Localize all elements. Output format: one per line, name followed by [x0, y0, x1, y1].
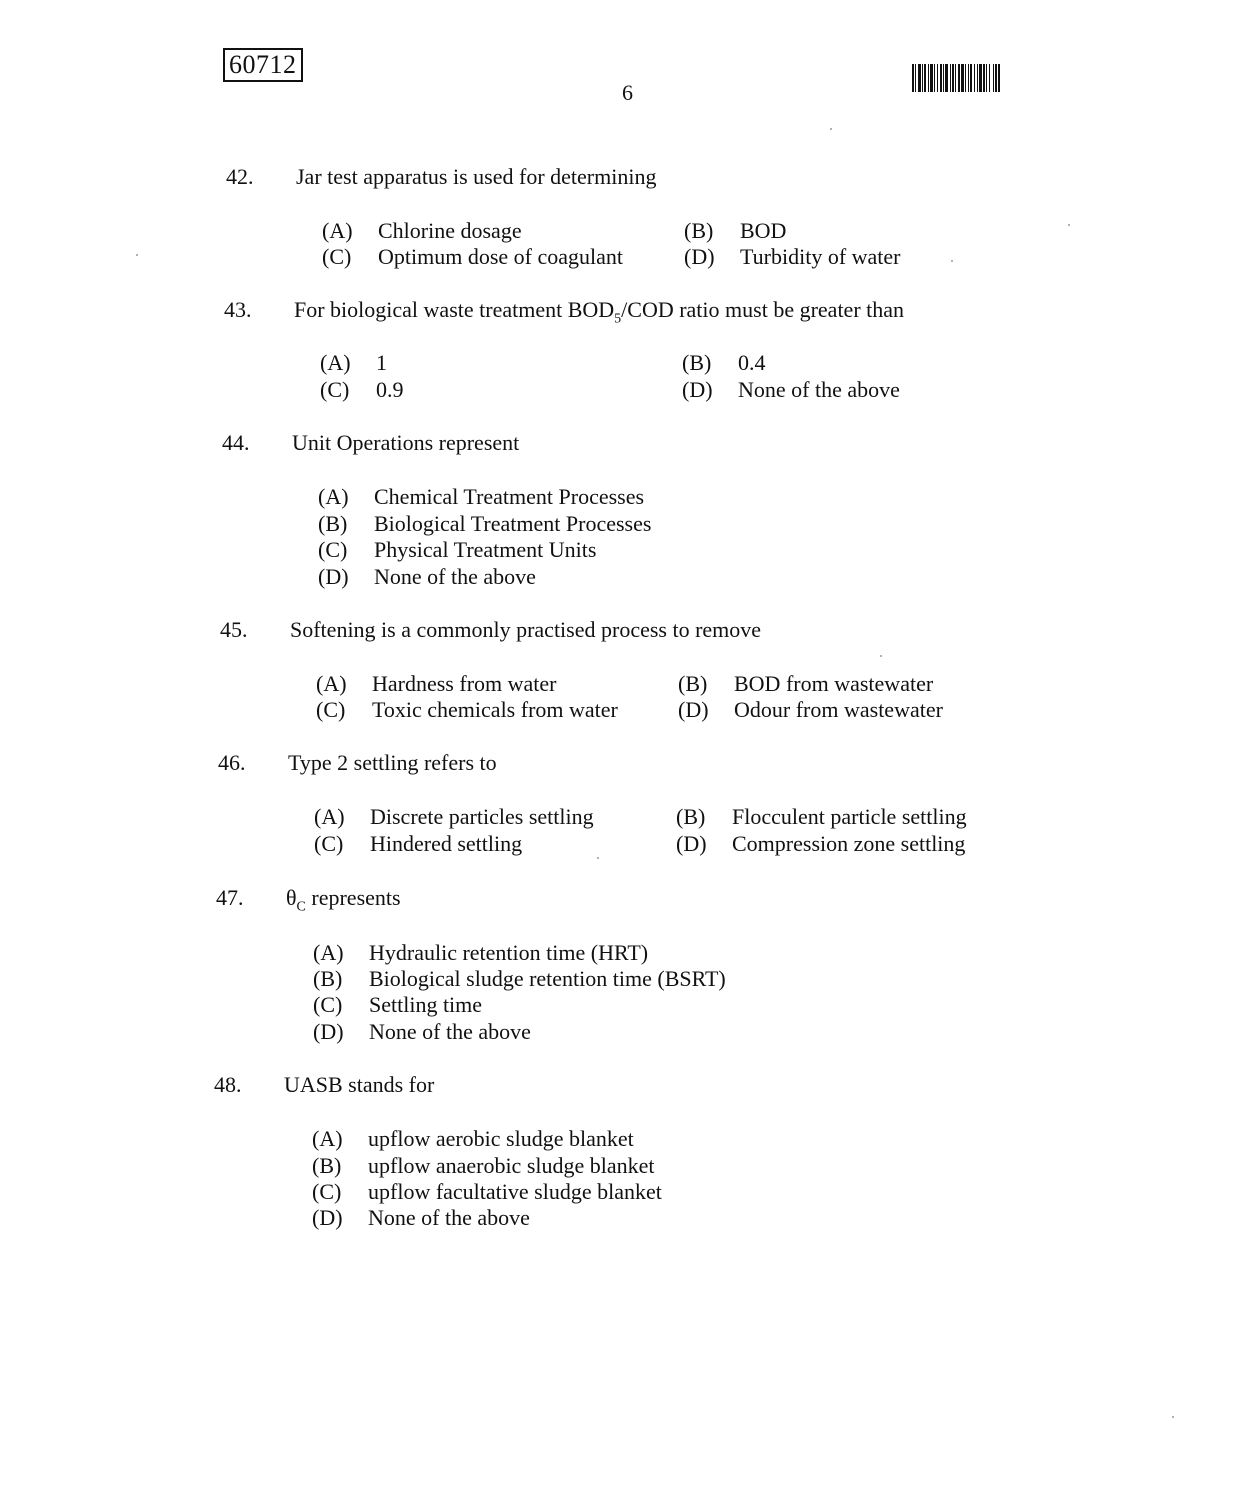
option-b	[682, 350, 766, 376]
question-number: 43.	[224, 297, 252, 322]
question-number: 42.	[226, 164, 254, 189]
option-text: None of the above	[368, 1205, 530, 1230]
option-text: Compression zone settling	[732, 831, 966, 856]
option-label: (C)	[313, 992, 343, 1017]
question-number: 44.	[222, 430, 250, 455]
question-stem: $\theta_C$ represents	[286, 885, 401, 915]
option-text: Odour from wastewater	[734, 697, 943, 722]
option-d	[682, 377, 900, 403]
question-stem: Softening is a commonly practised process to remove	[290, 617, 762, 642]
option-label: (C)	[312, 1179, 342, 1204]
option-text: Hardness from water	[372, 671, 557, 696]
question-stem: For biological waste treatment $BOD_5$/COD ratio must be greater than	[294, 297, 905, 327]
option-text: Physical Treatment Units	[374, 537, 597, 562]
option-text: Hindered settling	[370, 831, 523, 856]
option-text: None of the above	[369, 1019, 531, 1044]
option-label: (B)	[684, 218, 714, 243]
option-label: (A)	[314, 804, 345, 829]
option-text: upflow aerobic sludge blanket	[368, 1126, 634, 1151]
option-label: (B)	[318, 511, 348, 536]
option-label: (B)	[676, 804, 706, 829]
option-label: (D)	[676, 831, 707, 856]
scan-speck	[136, 254, 138, 256]
option-c	[322, 244, 623, 270]
option-c	[318, 537, 596, 563]
question-stem: Type 2 settling refers to	[288, 750, 497, 775]
option-label: (A)	[320, 350, 351, 375]
option-label: (D)	[318, 564, 349, 589]
option-a	[314, 804, 594, 830]
scan-speck	[830, 128, 832, 130]
option-text: None of the above	[738, 377, 900, 402]
question-number: 48.	[214, 1072, 242, 1097]
option-label: (A)	[322, 218, 353, 243]
option-text: 1	[376, 350, 387, 375]
scan-speck	[1172, 1416, 1174, 1418]
option-label: (A)	[316, 671, 347, 696]
option-label: (A)	[312, 1126, 343, 1151]
question-number: 47.	[216, 885, 244, 910]
option-b	[313, 966, 726, 992]
option-text: BOD	[740, 218, 787, 243]
option-c	[313, 992, 482, 1018]
option-c	[320, 377, 404, 403]
page-number: 6	[622, 80, 633, 105]
question-number: 46.	[218, 750, 246, 775]
option-text: Toxic chemicals from water	[372, 697, 618, 722]
option-a	[320, 350, 387, 376]
scan-speck	[951, 260, 953, 262]
option-label: (C)	[314, 831, 344, 856]
question-stem: UASB stands for	[284, 1072, 435, 1097]
option-label: (C)	[322, 244, 352, 269]
option-text: upflow anaerobic sludge blanket	[368, 1153, 655, 1178]
question-stem: Unit Operations represent	[292, 430, 520, 455]
option-label: (A)	[318, 484, 349, 509]
option-label: (B)	[313, 966, 343, 991]
option-label: (C)	[318, 537, 348, 562]
option-text: Chlorine dosage	[378, 218, 522, 243]
option-b	[312, 1153, 655, 1179]
option-text: 0.9	[376, 377, 404, 402]
option-a	[322, 218, 522, 244]
option-d	[676, 831, 965, 857]
option-text: Optimum dose of coagulant	[378, 244, 624, 269]
option-label: (D)	[684, 244, 715, 269]
option-label: (C)	[316, 697, 346, 722]
option-label: (B)	[678, 671, 708, 696]
option-label: (D)	[682, 377, 713, 402]
barcode-icon	[912, 64, 1067, 92]
option-b	[318, 511, 651, 537]
option-text: Chemical Treatment Processes	[374, 484, 645, 509]
option-c	[316, 697, 618, 723]
option-b	[676, 804, 967, 830]
option-label: (B)	[312, 1153, 342, 1178]
option-a	[313, 940, 648, 966]
option-label: (D)	[312, 1205, 343, 1230]
option-b	[684, 218, 786, 244]
option-text: Settling time	[369, 992, 483, 1017]
option-a	[318, 484, 644, 510]
question-stem: Jar test apparatus is used for determining	[296, 164, 657, 189]
option-label: (D)	[678, 697, 709, 722]
option-text: Biological Treatment Processes	[374, 511, 652, 536]
option-a	[316, 671, 557, 697]
option-text: 0.4	[738, 350, 766, 375]
scan-speck	[1068, 224, 1070, 226]
option-c	[314, 831, 522, 857]
option-c	[312, 1179, 662, 1205]
option-text: None of the above	[374, 564, 536, 589]
option-text: Discrete particles settling	[370, 804, 594, 829]
option-label: (C)	[320, 377, 350, 402]
question-number: 45.	[220, 617, 248, 642]
option-d	[312, 1205, 530, 1231]
option-a	[312, 1126, 634, 1152]
option-text: Biological sludge retention time (BSRT)	[369, 966, 726, 991]
option-text: Turbidity of water	[740, 244, 901, 269]
option-label: (D)	[313, 1019, 344, 1044]
option-b	[678, 671, 933, 697]
paper-code: 60712	[223, 48, 303, 82]
option-d	[678, 697, 943, 723]
option-label: (A)	[313, 940, 344, 965]
option-text: Flocculent particle settling	[732, 804, 967, 829]
option-text: upflow facultative sludge blanket	[368, 1179, 662, 1204]
option-d	[313, 1019, 531, 1045]
option-text: Hydraulic retention time (HRT)	[369, 940, 649, 965]
option-label: (B)	[682, 350, 712, 375]
option-text: BOD from wastewater	[734, 671, 934, 696]
scan-speck	[597, 857, 599, 859]
option-d	[318, 564, 536, 590]
scan-speck	[880, 655, 882, 657]
option-d	[684, 244, 901, 270]
